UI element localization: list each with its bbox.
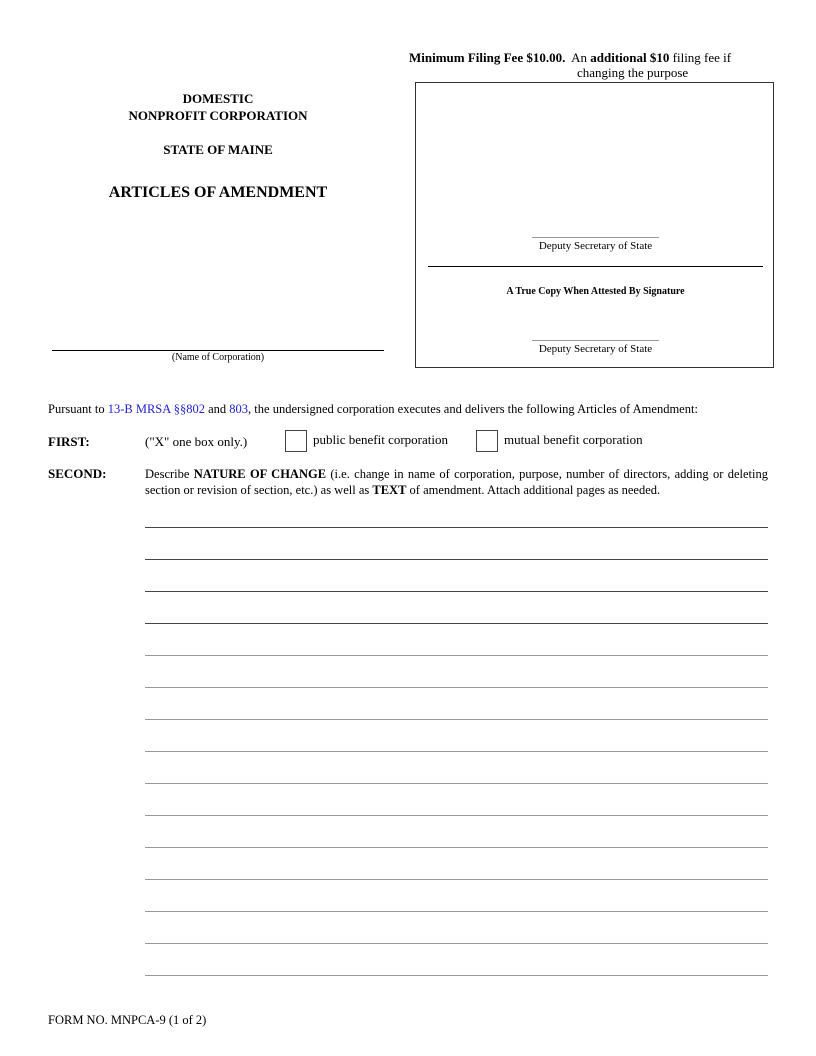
form-number: FORM NO. MNPCA-9 (1 of 2): [48, 1013, 207, 1027]
amendment-text-line[interactable]: [145, 975, 768, 976]
s-b1: NATURE OF CHANGE: [193, 467, 327, 481]
intro-t3: , the undersigned corporation executes and delivers the following Articles of Amendment:: [248, 402, 698, 416]
opt2-label: mutual benefit corporation: [504, 431, 643, 447]
s-t2: (i.e. change in name of corporation, purpose, number of directors, adding or deleting section or revision of section, etc.) as well as: [145, 467, 768, 497]
signature-line: [532, 340, 659, 341]
corporation-name-field[interactable]: [52, 350, 384, 351]
state-label: STATE OF MAINE: [163, 142, 273, 157]
public-benefit-checkbox[interactable]: [285, 430, 307, 452]
amendment-text-line[interactable]: [145, 847, 768, 848]
amendment-text-line[interactable]: [145, 719, 768, 720]
amendment-text-line[interactable]: [145, 559, 768, 560]
mutual-benefit-checkbox[interactable]: [476, 430, 498, 452]
s-b2: TEXT: [372, 483, 407, 497]
amendment-text-line[interactable]: [145, 943, 768, 944]
name-caption: (Name of Corporation): [171, 352, 265, 363]
intro-t2: and: [204, 402, 230, 416]
opt1-label: public benefit corporation: [313, 431, 449, 447]
amendment-text-line[interactable]: [145, 687, 768, 688]
amendment-text-line[interactable]: [145, 527, 768, 528]
amendment-text-line[interactable]: [145, 879, 768, 880]
filing-fee-note: [409, 50, 789, 79]
true-copy-label: A True Copy When Attested By Signature: [506, 286, 685, 297]
second-instruction: [145, 466, 768, 498]
fee-line2: changing the purpose: [577, 65, 689, 80]
signature-line: [532, 237, 659, 238]
fee-text2: filing fee if: [669, 50, 732, 65]
public-benefit-option[interactable]: [285, 430, 448, 452]
intro-t1: Pursuant to: [48, 402, 108, 416]
first-label: FIRST:: [48, 434, 90, 449]
header-line2: NONPROFIT CORPORATION: [128, 108, 308, 123]
corp-type: [48, 90, 388, 201]
deputy-label: Deputy Secretary of State: [538, 343, 653, 355]
intro-text: [48, 402, 778, 417]
deputy-label: Deputy Secretary of State: [538, 240, 653, 252]
first-instruction: ("X" one box only.): [145, 434, 248, 449]
statute-link-803[interactable]: 803: [229, 402, 249, 416]
divider: [428, 266, 763, 267]
amendment-text-line[interactable]: [145, 751, 768, 752]
fee-bold: Minimum Filing Fee $10.00.: [409, 50, 566, 65]
s-t3: of amendment. Attach additional pages as needed.: [406, 483, 661, 497]
second-label: SECOND:: [48, 466, 107, 481]
amendment-text-line[interactable]: [145, 591, 768, 592]
amendment-text-line[interactable]: [145, 911, 768, 912]
amendment-text-line[interactable]: [145, 815, 768, 816]
office-use-box: [415, 82, 774, 368]
amendment-text-line[interactable]: [145, 623, 768, 624]
header-line1: DOMESTIC: [182, 91, 254, 106]
statute-link[interactable]: 13-B MRSA §§802: [107, 402, 205, 416]
form-title: ARTICLES OF AMENDMENT: [108, 184, 328, 201]
amendment-text-line[interactable]: [145, 655, 768, 656]
fee-additional: additional $10: [590, 50, 670, 65]
mutual-benefit-option[interactable]: [476, 430, 643, 452]
fee-text: An: [565, 50, 591, 65]
amendment-text-line[interactable]: [145, 783, 768, 784]
s-t1: Describe: [145, 467, 194, 481]
